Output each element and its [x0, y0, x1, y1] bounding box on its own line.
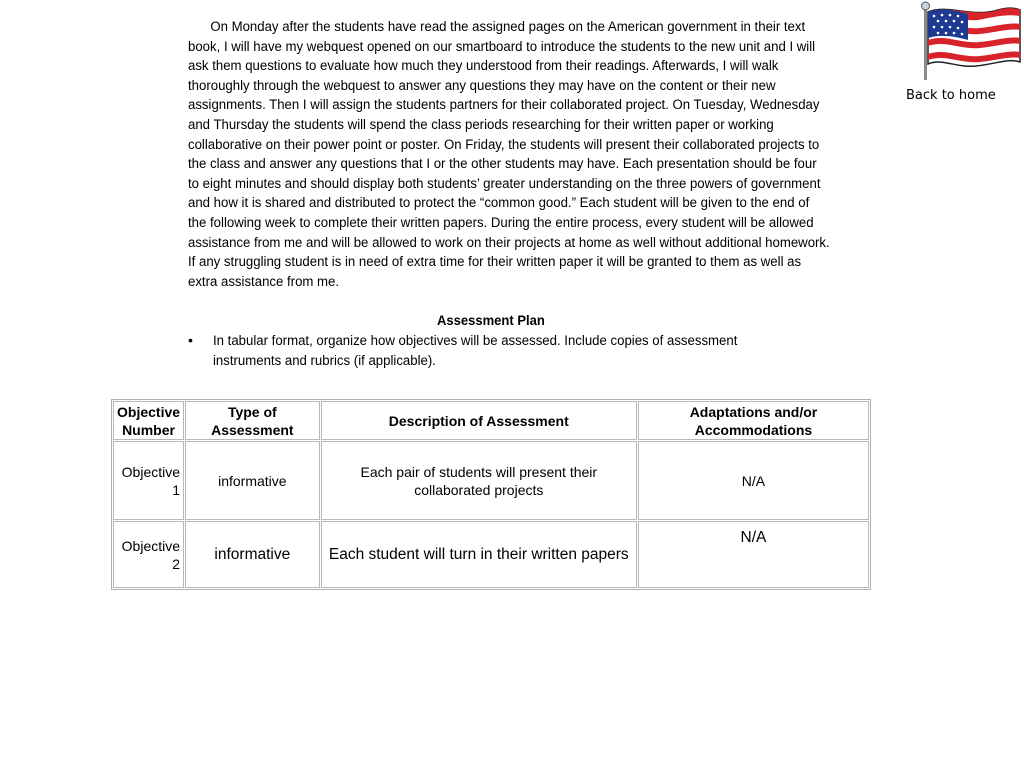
header-objective-line1: Objective — [117, 403, 181, 420]
description-cell: Each student will turn in their written papers — [321, 521, 637, 588]
header-adaptations — [638, 401, 869, 440]
header-objective-number — [113, 401, 184, 440]
description-cell: Each pair of students will present their collaborated projects — [321, 441, 637, 520]
adaptations-cell: N/A — [638, 521, 869, 588]
assessment-plan-heading: Assessment Plan — [437, 312, 545, 328]
table-row — [113, 521, 869, 588]
header-type-line1: Type of — [227, 403, 277, 420]
table-row — [113, 441, 869, 520]
adaptations-cell: N/A — [638, 441, 869, 520]
assessment-instructions-text: In tabular format, organize how objectives will be assessed. Include copies of assessment instruments and rubrics (if applicable). — [213, 333, 738, 369]
intro-paragraph: On Monday after the students have read the assigned pages on the American government in their text book, I will have my webquest opened on our smartboard to introduce the students to the new unit and I will ask them questions to evaluate how much they understood from their readings. Afterwards, I will walk thoroughly through the webquest to answer any questions they may have on the content or their new assignments. Then I will assign the students partners for their collaborated project. On Tuesday, Wednesday and Thursday the students will spend the class periods researching for their written paper or working collaborative on their power point or poster. On Friday, the students will present their collaborated projects to the class and answer any questions that I or the other students may have. Each presentation should be four to eight minutes and should display both students’ greater understanding on the three powers of government and how it is shared and distributed to protect the “common good.” Each student will be given to the end of the following week to complete their written papers. During the entire process, every student will be allowed assistance from me and will be allowed to work on their projects at home as well without additional homework. If any struggling student is in need of extra time for their written paper it will be granted to them as well as extra assistance from me. — [188, 19, 830, 290]
assessment-table-container — [117, 399, 905, 596]
objective-cell: Objective 1 — [113, 441, 184, 520]
header-type-line2: Assessment — [211, 421, 294, 438]
objective-cell: Objective 2 — [113, 521, 184, 588]
header-adapt-line1: Adaptations and/or — [689, 403, 818, 420]
header-adapt-line2: Accommodations — [694, 421, 813, 438]
assessment-table — [111, 399, 871, 590]
type-cell: informative — [185, 521, 320, 588]
header-description: Description of Assessment — [321, 401, 637, 440]
type-cell: informative — [185, 441, 320, 520]
header-objective-line2: Number — [122, 421, 175, 438]
table-header-row — [113, 401, 869, 440]
back-to-home-link[interactable]: Back to home — [906, 88, 996, 103]
header-type-of-assessment — [185, 401, 320, 440]
bullet-marker: • — [188, 333, 193, 349]
